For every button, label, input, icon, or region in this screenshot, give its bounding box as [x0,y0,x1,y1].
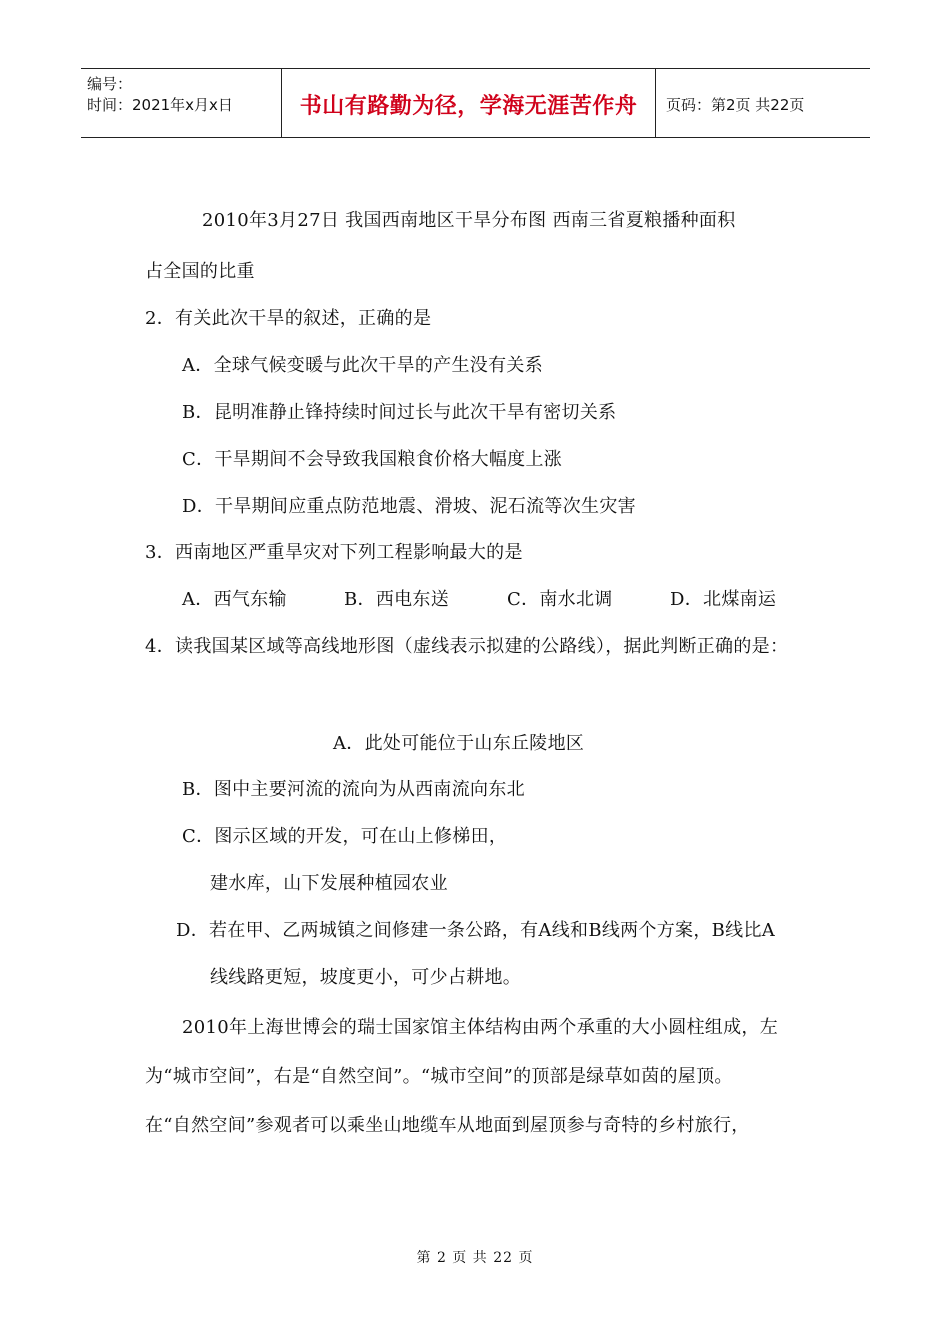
question-4-option-b: B．图中主要河流的流向为从西南流向东北 [182,779,525,800]
question-3-stem: 3．西南地区严重旱灾对下列工程影响最大的是 [145,542,523,563]
question-2-option-a: A．全球气候变暖与此次干旱的产生没有关系 [182,355,543,376]
question-3-option-d: D．北煤南运 [670,589,777,610]
figure-caption-line-2: 占全国的比重 [145,261,255,282]
page-info: 页码：第2页 共22页 [666,96,805,114]
question-2-option-c: C．干旱期间不会导致我国粮食价格大幅度上涨 [182,449,563,470]
question-4-option-d-line-1: D．若在甲、乙两城镇之间修建一条公路，有A线和B线两个方案，B线比A [176,920,776,941]
header-right-cell [656,69,870,137]
question-2-option-d: D．干旱期间应重点防范地震、滑坡、泥石流等次生灾害 [182,496,636,517]
question-3-option-b: B．西电东送 [344,589,450,610]
question-4-option-a: A．此处可能位于山东丘陵地区 [333,733,585,754]
passage-line-1: 2010年上海世博会的瑞士国家馆主体结构由两个承重的大小圆柱组成，左 [182,1017,779,1038]
question-2-option-b: B．昆明准静止锋持续时间过长与此次干旱有密切关系 [182,402,617,423]
passage-line-2: 为“城市空间”，右是“自然空间”。“城市空间”的顶部是绿草如茵的屋顶。 [145,1066,733,1087]
question-4-option-d-line-2: 线线路更短，坡度更小，可少占耕地。 [210,967,522,988]
header-motto-cell [281,69,656,137]
page-header [81,68,870,138]
page-footer: 第 2 页 共 22 页 [416,1250,534,1266]
number-label: 编号： [87,75,133,93]
header-left-cell [81,69,281,137]
passage-line-3: 在“自然空间”参观者可以乘坐山地缆车从地面到屋顶参与奇特的乡村旅行， [145,1115,750,1136]
question-4-option-c-line-1: C．图示区域的开发，可在山上修梯田， [182,826,508,847]
question-2-stem: 2．有关此次干旱的叙述，正确的是 [145,308,432,329]
figure-caption-line-1: 2010年3月27日 我国西南地区干旱分布图 西南三省夏粮播种面积 [202,210,736,231]
question-3-option-a: A．西气东输 [182,589,287,610]
question-4-option-c-line-2: 建水库，山下发展种植园农业 [210,873,448,894]
question-4-stem: 4．读我国某区域等高线地形图（虚线表示拟建的公路线），据此判断正确的是： [145,636,789,657]
question-3-option-c: C．南水北调 [507,589,613,610]
time-label: 时间：2021年x月x日 [87,96,233,114]
motto: 书山有路勤为径，学海无涯苦作舟 [299,94,638,119]
